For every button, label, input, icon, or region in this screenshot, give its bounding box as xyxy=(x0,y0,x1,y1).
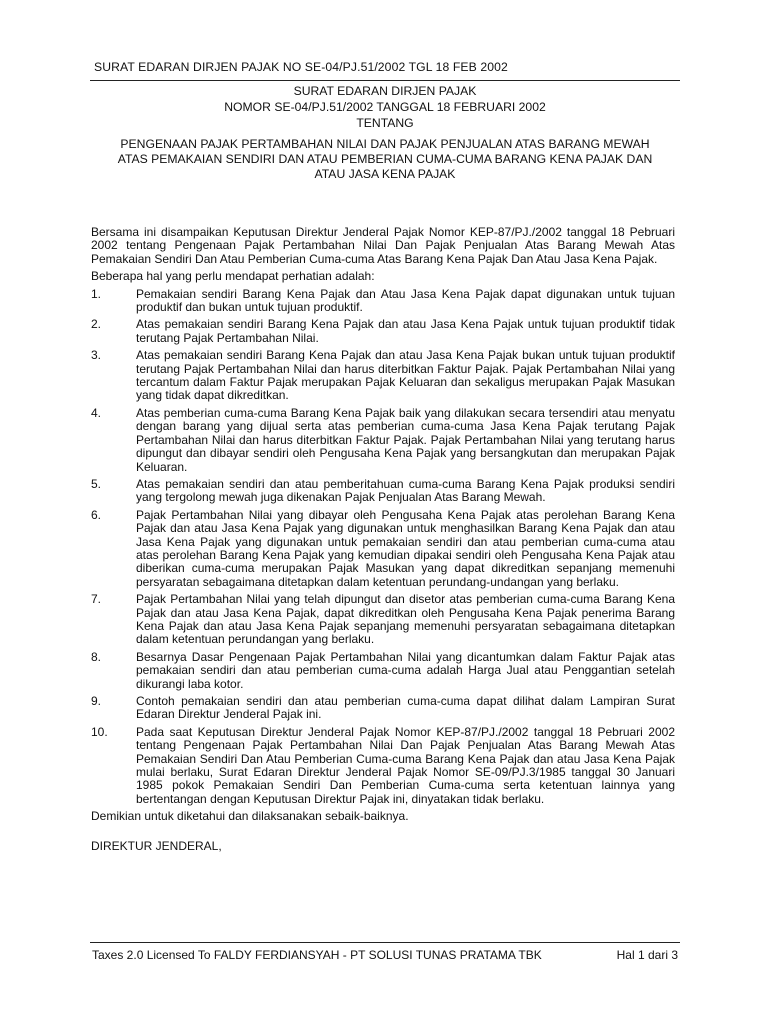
lead-paragraph: Beberapa hal yang perlu mendapat perhatian adalah: xyxy=(91,269,375,284)
intro-paragraph: Bersama ini disampaikan Keputusan Direktur Jenderal Pajak Nomor KEP-87/PJ./2002 tanggal 18 Pebruari 2002 tentang Pengenaan Pajak Pertambahan Nilai Dan Pajak Penjualan Atas Barang Mewah Atas Pemakaian Sendiri Dan Atau Pemberian Cuma-cuma Atas Barang Kena Pajak Dan Atau Jasa Kena Pajak. xyxy=(91,225,675,266)
running-header: SURAT EDARAN DIRJEN PAJAK NO SE-04/PJ.51/2002 TGL 18 FEB 2002 xyxy=(94,60,508,74)
footer-divider xyxy=(90,942,680,943)
list-item xyxy=(91,478,675,505)
title-line-1: SURAT EDARAN DIRJEN PAJAK xyxy=(293,84,477,98)
subject xyxy=(90,137,680,182)
page-number: Hal 1 dari 3 xyxy=(616,948,678,962)
item-text: Atas pemakaian sendiri Barang Kena Pajak dan atau Jasa Kena Pajak bukan untuk tujuan produktif terutang Pajak Pertambahan Nilai dan harus diterbitkan Faktur Pajak. Pajak Pertambahan Nilai yang tercantum dalam Faktur Pajak merupakan Pajak Keluaran dan sekaligus merupakan Pajak Masukan yang tidak dapat dikreditkan. xyxy=(136,348,675,403)
item-text: Atas pemberian cuma-cuma Barang Kena Pajak baik yang dilakukan secara tersendiri atau menyatu dengan barang yang dijual serta atas pemberian cuma-cuma Jasa Kena Pajak terutang Pajak Pertambahan Nilai dan harus diterbitkan Faktur Pajak. Pajak Pertambahan Nilai yang terutang harus dipungut dan dibayar sendiri oleh Pengusaha Kena Pajak yang bersangkutan dan merupakan Pajak Keluaran. xyxy=(136,405,675,474)
list-item xyxy=(91,695,675,722)
item-number: 2. xyxy=(91,317,102,332)
item-number: 7. xyxy=(91,592,102,607)
item-number: 3. xyxy=(91,348,102,363)
item-number: 1. xyxy=(91,286,102,301)
title-block xyxy=(90,83,680,182)
item-number: 8. xyxy=(91,649,102,664)
header-divider xyxy=(90,80,680,81)
title-line-3: TENTANG xyxy=(356,116,414,130)
item-text: Pemakaian sendiri Barang Kena Pajak dan Atau Jasa Kena Pajak dapat digunakan untuk tujuan produktif dan bukan untuk tujuan produktif. xyxy=(136,286,675,315)
subject-line: PENGENAAN PAJAK PERTAMBAHAN NILAI DAN PAJAK PENJUALAN ATAS BARANG MEWAH xyxy=(120,137,650,151)
item-number: 9. xyxy=(91,694,102,708)
list-item xyxy=(91,288,675,315)
item-text: Pajak Pertambahan Nilai yang dibayar oleh Pengusaha Kena Pajak atas perolehan Barang Kena Pajak dan atau Jasa Kena Pajak yang digunakan untuk menghasilkan Barang Kena Pajak dan atau Jasa Kena Pajak yang digunakan untuk pemakaian sendiri dan atau pemberian cuma-cuma atau atas perolehan Barang Kena Pajak yang kemudian dipakai sendiri oleh Pengusaha Kena Pajak atau diberikan cuma-cuma merupakan Pajak Masukan yang dapat dikreditkan sepanjang memenuhi persyaratan sebagaimana ditetapkan dalam ketentuan perundang-undangan yang berlaku. xyxy=(136,507,675,589)
subject-line: ATAU JASA KENA PAJAK xyxy=(314,167,456,181)
document-body xyxy=(91,226,675,853)
subject-line: ATAS PEMAKAIAN SENDIRI DAN ATAU PEMBERIAN CUMA-CUMA BARANG KENA PAJAK DAN xyxy=(117,152,653,166)
list-item xyxy=(91,318,675,345)
closing-paragraph: Demikian untuk diketahui dan dilaksanakan sebaik-baiknya. xyxy=(91,809,409,824)
item-number: 6. xyxy=(91,507,102,522)
item-text: Besarnya Dasar Pengenaan Pajak Pertambahan Nilai yang dicantumkan dalam Faktur Pajak atas pemakaian sendiri dan atau pemberian cuma-cuma adalah Harga Jual atau Penggantian setelah dikurangi laba kotor. xyxy=(136,649,675,691)
item-number: 5. xyxy=(91,476,102,491)
list-item xyxy=(91,726,675,806)
item-text: Atas pemakaian sendiri Barang Kena Pajak dan atau Jasa Kena Pajak untuk tujuan produktif tidak terutang Pajak Pertambahan Nilai. xyxy=(136,317,675,345)
list-item xyxy=(91,349,675,403)
signature-title: DIREKTUR JENDERAL, xyxy=(91,838,222,853)
list-item xyxy=(91,593,675,647)
item-text: Pada saat Keputusan Direktur Jenderal Pajak Nomor KEP-87/PJ./2002 tanggal 18 Pebruari 2002 tentang Pengenaan Pajak Pertambahan Nilai Dan Pajak Penjualan Atas Barang Mewah Atas Pemakaian Sendiri Dan Atau Pemberian Cuma-cuma Barang Kena Pajak dan atau Jasa Kena Pajak mulai berlaku, Surat Edaran Direktur Jenderal Pajak Nomor SE-09/PJ.3/1985 tanggal 30 Januari 1985 pokok Pemakaian Sendiri Dan Pemberian Cuma-cuma serta ketentuan lainnya yang bertentangan dengan Keputusan Direktur Pajak ini, dinyatakan tidak berlaku. xyxy=(136,724,675,806)
list-item xyxy=(91,509,675,589)
item-number: 4. xyxy=(91,405,102,420)
footer-license: Taxes 2.0 Licensed To FALDY FERDIANSYAH - PT SOLUSI TUNAS PRATAMA TBK xyxy=(92,948,542,962)
list-item xyxy=(91,651,675,691)
item-number: 10. xyxy=(91,724,108,739)
title-line-2: NOMOR SE-04/PJ.51/2002 TANGGAL 18 FEBRUARI 2002 xyxy=(224,100,546,114)
list-item xyxy=(91,407,675,474)
item-text: Atas pemakaian sendiri dan atau pemberitahuan cuma-cuma Barang Kena Pajak produksi sendiri yang tergolong mewah juga dikenakan Pajak Penjualan Atas Barang Mewah. xyxy=(136,476,675,505)
item-text: Contoh pemakaian sendiri dan atau pemberian cuma-cuma dapat dilihat dalam Lampiran Surat Edaran Direktur Jenderal Pajak ini. xyxy=(136,694,675,722)
item-text: Pajak Pertambahan Nilai yang telah dipungut dan disetor atas pemberian cuma-cuma Barang Kena Pajak dan atau Jasa Kena Pajak, dapat dikreditkan oleh Pengusaha Kena Pajak penerima Barang Kena Pajak dan atau Jasa Kena Pajak sepanjang memenuhi persyaratan sebagaimana ditetapkan dalam ketentuan perundangan yang berlaku. xyxy=(136,592,675,647)
